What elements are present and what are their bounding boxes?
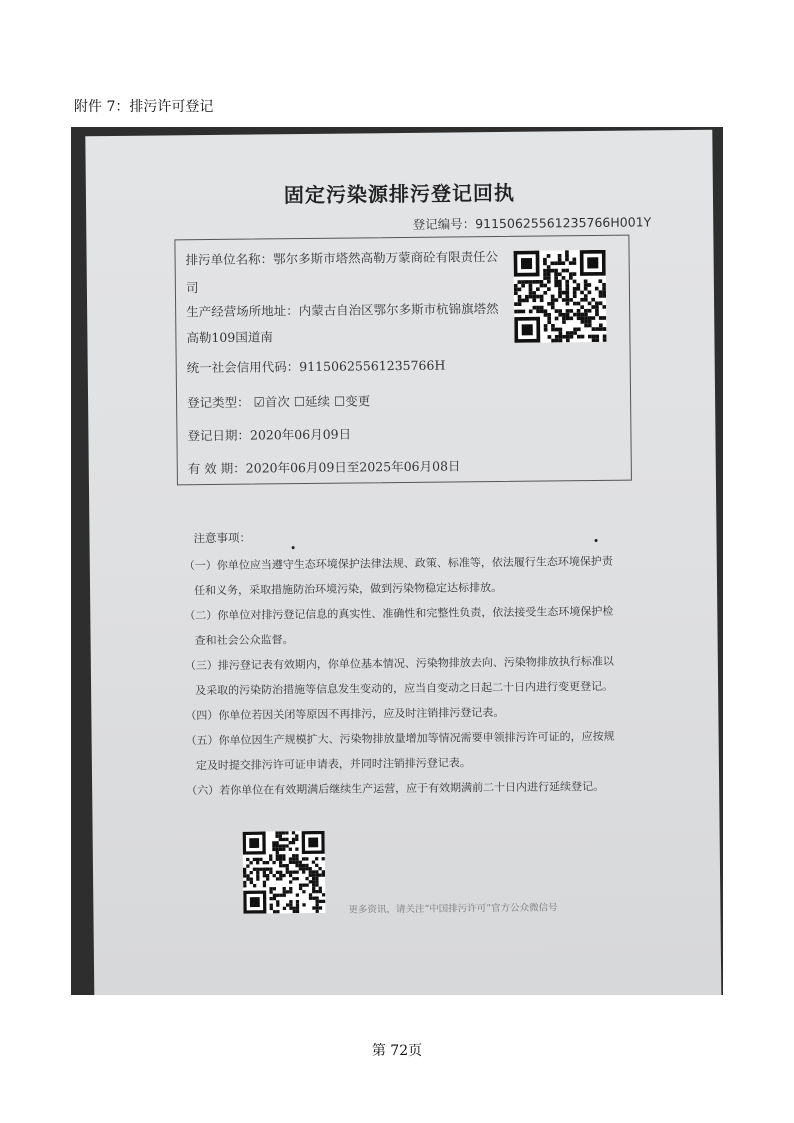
unit-name-line-1: 排污单位名称：鄂尔多斯市塔然高勒万蒙商砼有限责任公 [185,248,499,268]
notice-line-2: 任和义务，采取措施防治环境污染，做到污染物稳定达标排放。 [194,580,503,598]
notice-line-7: （四）你单位若因关闭等原因不再排污，应及时注销排污登记表。 [185,705,505,723]
notice-line-10: （六）若你单位在有效期满后继续生产运营，应于有效期满前二十日内进行延续登记。 [186,779,605,798]
credit-code: 统一社会信用代码：91150625561235766H [186,357,446,376]
registration-type-label: 登记类型： [187,394,250,411]
unit-name-line-2: 司 [185,280,199,296]
notice-line-9: 定及时提交排污许可证申请表，并同时注销排污登记表。 [195,756,471,773]
address-line-2: 高勒109国道南 [186,329,273,346]
registration-type [187,391,370,411]
speck [595,539,598,542]
document-photo [71,127,723,995]
info-box [174,235,632,486]
attachment-header: 附件 7：排污许可登记 [74,99,214,115]
option-first-time: ☑首次 [253,394,290,410]
wechat-qr-code [243,831,326,914]
notice-line-8: （五）你单位因生产规模扩大、污染物排放量增加等情况需要申领排污许可证的，应按规 [185,729,615,748]
address-line-1: 生产经营场所地址：内蒙古自治区鄂尔多斯市杭锦旗塔然 [186,300,499,320]
registration-qr-code [514,250,607,343]
notice-line-3: （二）你单位对排污登记信息的真实性、准确性和完整性负责，依法接受生态环境保护检 [184,604,614,623]
receipt-sheet [85,130,721,995]
option-renewal: ☐延续 [293,393,331,410]
speck [292,546,295,549]
option-change: ☐变更 [333,393,371,409]
notice-line-6: 及采取的污染防治措施等信息发生变动的，应当自变动之日起二十日内进行变更登记。 [195,679,614,698]
notice-line-4: 查和社会公众监督。 [194,633,294,648]
footer-note: 更多资讯，请关注“中国排污许可”官方公众微信号 [348,902,558,916]
validity-period: 有 效 期：2020年06月09日至2025年06月08日 [187,458,461,477]
registration-number: 登记编号：91150625561235766H001Y [412,214,652,232]
document-title: 固定污染源排污登记回执 [283,180,516,208]
page-number: 第 72页 [371,1043,423,1059]
notice-line-1: （一）你单位应当遵守生态环境保护法律法规、政策、标准等，依法履行生态环境保护责 [183,554,613,573]
registration-date: 登记日期：2020年06月09日 [187,426,352,444]
notice-line-5: （三）排污登记表有效期内，你单位基本情况、污染物排放去向、污染物排放执行标准以 [184,654,614,673]
notice-title: 注意事项： [193,530,252,546]
